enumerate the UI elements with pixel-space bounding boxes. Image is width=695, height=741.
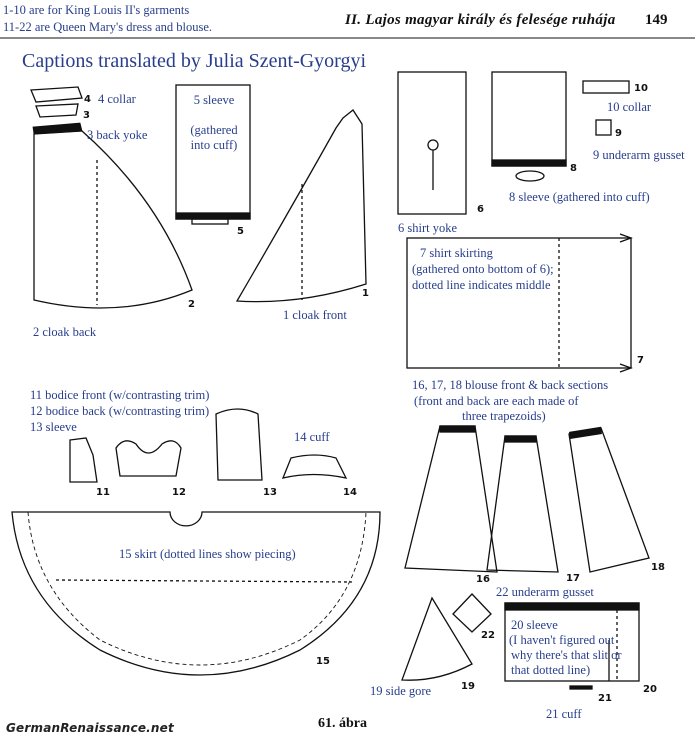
piece-8-sleeve-shape [492, 72, 566, 166]
label-blouse-line1: 16, 17, 18 blouse front & back sections [412, 378, 609, 392]
label-blouse-line3: three trapezoids) [462, 409, 546, 423]
piece-1-cloak-front-shape [237, 110, 366, 302]
label-skirt-15: 15 skirt (dotted lines show piecing) [119, 547, 296, 561]
piece-number-12: 12 [172, 487, 186, 498]
label-collar-4: 4 collar [98, 92, 136, 106]
piece-22-gusset-shape [453, 594, 491, 632]
piece-number-7: 7 [637, 355, 644, 366]
piece-12-bodice-back-shape [116, 441, 181, 476]
piece-number-16: 16 [476, 574, 490, 585]
label-shirt-yoke-6: 6 shirt yoke [398, 221, 458, 235]
piece-9-gusset-shape [596, 120, 611, 135]
label-bodice-front-11: 11 bodice front (w/contrasting trim) [30, 388, 210, 402]
label-sleeve-20-line4: that dotted line) [511, 663, 591, 677]
piece-20-gather-band [505, 603, 639, 610]
piece-5-gather-band [176, 213, 250, 219]
piece-17-gather-band [505, 436, 536, 442]
label-sleeve-20-line3: why there's that slit or [511, 648, 622, 662]
piece-13-sleeve-shape [216, 409, 262, 480]
piece-number-13: 13 [263, 487, 277, 498]
piece-11-bodice-front-shape [70, 438, 97, 482]
piece-14-cuff-shape [283, 455, 346, 478]
piece-5-cuff-tab [192, 219, 228, 224]
piece-17-blouse-shape [487, 436, 558, 572]
piece-6-neck-hole [428, 140, 438, 150]
piece-15-inner-seam [28, 512, 366, 665]
label-blouse-line2: (front and back are each made of [414, 394, 579, 408]
label-cuff-14: 14 cuff [294, 430, 330, 444]
label-sleeve-5-line1: 5 sleeve [193, 93, 235, 107]
piece-2-cloak-back-shape [34, 131, 192, 308]
garment-range-note-2: 11-22 are Queen Mary's dress and blouse. [3, 20, 213, 34]
piece-number-14: 14 [343, 487, 357, 498]
piece-8-cuff [516, 171, 544, 181]
piece-number-4: 4 [84, 94, 91, 105]
piece-number-22: 22 [481, 630, 495, 641]
piece-number-2: 2 [188, 299, 195, 310]
piece-number-10: 10 [634, 83, 648, 94]
label-sleeve-8: 8 sleeve (gathered into cuff) [509, 190, 650, 204]
label-sleeve-20-line1: 20 sleeve [511, 618, 558, 632]
piece-16-gather-band [440, 426, 475, 432]
piece-6-shirt-yoke-shape [398, 72, 466, 214]
label-side-gore-19: 19 side gore [370, 684, 432, 698]
piece-number-1: 1 [362, 288, 369, 299]
piece-4-collar-shape [31, 87, 82, 102]
label-sleeve-20-line2: (I haven't figured out [509, 633, 615, 647]
running-title: II. Lajos magyar király és felesége ruhája [345, 12, 616, 28]
figure-caption: 61. ábra [318, 716, 367, 731]
piece-number-15: 15 [316, 656, 330, 667]
piece-15-skirt-shape [12, 512, 380, 675]
piece-number-8: 8 [570, 163, 577, 174]
piece-number-17: 17 [566, 573, 580, 584]
site-watermark: GermanRenaissance.net [6, 721, 174, 735]
piece-number-20: 20 [643, 684, 657, 695]
label-gusset-22: 22 underarm gusset [496, 585, 594, 599]
label-sleeve-13: 13 sleeve [30, 420, 77, 434]
page-number: 149 [645, 12, 668, 28]
piece-number-11: 11 [96, 487, 110, 498]
label-collar-10: 10 collar [607, 100, 652, 114]
piece-16-blouse-shape [405, 426, 497, 572]
label-cloak-back-2: 2 cloak back [33, 325, 97, 339]
garment-range-note-1: 1-10 are for King Louis II's garments [3, 3, 190, 17]
label-skirting-7-line1: 7 shirt skirting [420, 246, 493, 260]
piece-8-gather-band [492, 160, 566, 166]
label-cuff-21: 21 cuff [546, 707, 582, 721]
label-cloak-front-1: 1 cloak front [283, 308, 347, 322]
piece-number-18: 18 [651, 562, 665, 573]
piece-number-21: 21 [598, 693, 612, 704]
piece-10-collar-shape [583, 81, 629, 93]
label-bodice-back-12: 12 bodice back (w/contrasting trim) [30, 404, 210, 418]
label-skirting-7-line3: dotted line indicates middle [412, 278, 551, 292]
piece-number-3: 3 [83, 110, 90, 121]
piece-19-side-gore-shape [402, 598, 472, 680]
label-sleeve-5-line2: (gathered [190, 123, 238, 137]
piece-number-9: 9 [615, 128, 622, 139]
label-skirting-7-line2: (gathered onto bottom of 6); [412, 262, 554, 276]
piece-number-5: 5 [237, 226, 244, 237]
label-back-yoke-3: 3 back yoke [87, 128, 148, 142]
label-sleeve-5-line3: into cuff) [190, 138, 238, 152]
piece-3-back-yoke-shape [36, 104, 78, 117]
piece-18-blouse-shape [569, 428, 649, 572]
piece-18-gather-band [570, 428, 602, 439]
piece-21-cuff-shape [570, 686, 592, 689]
piece-15-piecing-line [56, 580, 352, 582]
label-gusset-9: 9 underarm gusset [593, 148, 685, 162]
piece-number-6: 6 [477, 204, 484, 215]
piece-number-19: 19 [461, 681, 475, 692]
caption-title: Captions translated by Julia Szent-Gyorgyi [22, 50, 367, 72]
